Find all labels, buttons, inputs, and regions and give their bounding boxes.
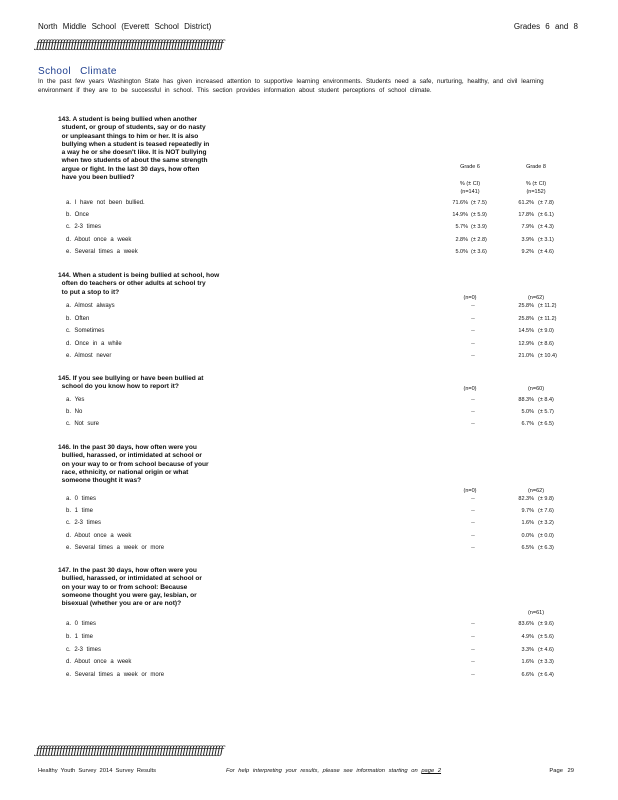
answer-option-label: e. Several times a week or more bbox=[66, 672, 165, 679]
grade6-ci: (± 3.6) bbox=[471, 248, 487, 255]
grade6-percent: -- bbox=[471, 409, 475, 415]
grade8-percent: 3.9% bbox=[521, 236, 534, 243]
grade8-ci: (± 8.6) bbox=[538, 340, 554, 347]
answer-option-label: d. About once a week bbox=[66, 532, 132, 539]
grade8-percent: 82.3% bbox=[518, 496, 534, 502]
grade8-percent: 61.2% bbox=[518, 200, 534, 206]
grade8-ci: (± 6.3) bbox=[538, 544, 554, 551]
footer-help-text: For help interpreting your results, please see information starting on page 2 bbox=[226, 768, 442, 774]
answer-option-label: b. Often bbox=[66, 315, 90, 322]
grade8-ci: (± 11.2) bbox=[538, 303, 557, 309]
grade8-ci: (± 9.0) bbox=[538, 328, 554, 335]
grade8-percent: 6.6% bbox=[521, 672, 534, 679]
grade8-ci: (± 6.4) bbox=[538, 672, 554, 679]
grade8-ci: (± 4.6) bbox=[538, 248, 554, 255]
grade6-percent: -- bbox=[471, 353, 475, 360]
answer-option-label: c. 2-3 times bbox=[66, 224, 102, 231]
grade8-ci: (± 3.1) bbox=[538, 236, 554, 243]
question-text: 143. A student is being bullied when another student, or group of students, say or do nasty or unpleasant things to him or her. It is also bullying when a student is teased repeatedly in a way he or she doesn't like. It is NOT bullying when two students of about the same strength argue or fight. In the last 30 days, how often have you been bullied? bbox=[58, 116, 210, 182]
grade8-ci: (± 6.1) bbox=[538, 212, 554, 219]
grade8-percent: 4.9% bbox=[521, 633, 534, 640]
answer-option-label: c. 2-3 times bbox=[66, 646, 102, 653]
grade8-sample-size: (n=152) bbox=[526, 189, 546, 195]
grade8-percent: 6.5% bbox=[521, 544, 534, 551]
grade6-percent: -- bbox=[471, 672, 475, 679]
answer-option-label: a. Yes bbox=[66, 397, 85, 403]
grade8-percent: 88.3% bbox=[518, 397, 534, 403]
footer-survey-title: Healthy Youth Survey 2014 Survey Results bbox=[38, 768, 157, 774]
question-145 bbox=[58, 375, 204, 392]
grade8-ci-header: % (± CI) bbox=[525, 181, 547, 187]
answer-option-label: a. I have not been bullied. bbox=[66, 200, 145, 206]
grade6-sample-size: (n=141) bbox=[460, 189, 480, 195]
grade8-percent: 3.3% bbox=[521, 646, 534, 653]
question-144 bbox=[58, 272, 219, 297]
report-header-school: North Middle School (Everett School District) bbox=[38, 22, 212, 31]
footer-divider: ƒƒƒƒƒƒƒƒƒƒƒƒƒƒƒƒƒƒƒƒƒƒƒƒƒƒƒƒƒƒƒƒƒƒƒƒƒƒƒƒƒƒƒƒƒƒƒƒƒƒƒƒƒƒƒƒƒƒƒƒƒƒƒƒƒ bbox=[36, 744, 223, 757]
grade8-percent: 25.8% bbox=[518, 315, 534, 322]
answer-option-label: c. Not sure bbox=[66, 421, 100, 427]
grade6-percent: 5.0% bbox=[455, 248, 468, 255]
grade8-ci: (± 7.6) bbox=[538, 508, 554, 515]
grade6-ci: (± 3.9) bbox=[471, 224, 487, 231]
answer-option-label: a. 0 times bbox=[66, 621, 97, 627]
grade8-percent: 7.9% bbox=[521, 224, 534, 231]
answer-option-label: c. Sometimes bbox=[66, 328, 105, 335]
answer-option-label: e. Almost never bbox=[66, 353, 112, 360]
grade6-percent: 5.7% bbox=[455, 224, 468, 231]
answer-option-label: b. 1 time bbox=[66, 508, 94, 515]
grade6-percent: -- bbox=[471, 397, 475, 403]
grade8-percent: 5.0% bbox=[521, 409, 534, 415]
grade8-percent: 17.8% bbox=[518, 212, 534, 219]
question-146 bbox=[58, 444, 209, 485]
grade8-ci: (± 8.4) bbox=[538, 397, 554, 403]
grade6-sample-size: (n=0) bbox=[463, 488, 477, 494]
question-text: 145. If you see bullying or have been bullied at school do you know how to report it? bbox=[58, 375, 204, 391]
grade6-ci: (± 7.5) bbox=[471, 200, 487, 206]
answer-option-label: b. No bbox=[66, 409, 83, 415]
grade8-percent: 1.6% bbox=[521, 520, 534, 527]
answer-option-label: b. 1 time bbox=[66, 633, 94, 640]
grade6-ci: (± 2.8) bbox=[471, 236, 487, 243]
grade6-percent: -- bbox=[471, 421, 475, 427]
grade6-ci: (± 5.9) bbox=[471, 212, 487, 219]
section-intro: In the past few years Washington State has given increased attention to supportive learning environments. Students need a safe, nurturing, healthy, and civil learning environment if they are to be successful in school. This section provides information about student perceptions of school climate. bbox=[38, 78, 544, 94]
grade6-percent: -- bbox=[471, 315, 475, 322]
answer-option-label: d. About once a week bbox=[66, 659, 132, 666]
grade8-percent: 1.6% bbox=[521, 659, 534, 666]
grade8-percent: 9.7% bbox=[521, 508, 534, 515]
grade8-ci: (± 9.6) bbox=[538, 621, 554, 627]
grade6-percent: -- bbox=[471, 340, 475, 347]
header-divider: ƒƒƒƒƒƒƒƒƒƒƒƒƒƒƒƒƒƒƒƒƒƒƒƒƒƒƒƒƒƒƒƒƒƒƒƒƒƒƒƒƒƒƒƒƒƒƒƒƒƒƒƒƒƒƒƒƒƒƒƒƒƒƒƒƒ bbox=[36, 38, 223, 51]
grade8-column-header: Grade 8 bbox=[526, 164, 546, 170]
answer-option-label: e. Several times a week bbox=[66, 248, 138, 255]
grade8-sample-size: (n=61) bbox=[527, 610, 545, 616]
answer-option-label: d. Once in a while bbox=[66, 340, 122, 347]
grade8-ci: (± 5.6) bbox=[538, 633, 554, 640]
grade8-ci: (± 4.3) bbox=[538, 224, 554, 231]
question-147 bbox=[58, 567, 202, 608]
answer-option-label: d. About once a week bbox=[66, 236, 132, 243]
grade6-percent: -- bbox=[471, 532, 475, 539]
grade6-percent: 71.6% bbox=[452, 200, 468, 206]
answer-option-label: a. 0 times bbox=[66, 496, 97, 502]
grade6-percent: 14.9% bbox=[452, 212, 468, 219]
grade6-percent: -- bbox=[471, 659, 475, 666]
grade6-ci-header: % (± CI) bbox=[459, 181, 481, 187]
grade8-ci: (± 10.4) bbox=[538, 353, 557, 360]
grade8-percent: 83.6% bbox=[518, 621, 534, 627]
question-143 bbox=[58, 116, 209, 182]
grade6-sample-size: (n=0) bbox=[463, 295, 477, 301]
question-text: 146. In the past 30 days, how often were you bullied, harassed, or intimidated at school or on your way to or from school because of your race, ethnicity, or national origin or what someone thought it was? bbox=[58, 444, 209, 485]
page-number: Page 29 bbox=[549, 768, 574, 774]
question-text: 144. When a student is being bullied at school, how often do teachers or other adults at school try to put a stop to it? bbox=[58, 272, 220, 296]
grade8-ci: (± 6.5) bbox=[538, 421, 554, 427]
grade8-sample-size: (n=60) bbox=[527, 386, 545, 392]
answer-option-label: e. Several times a week or more bbox=[66, 544, 165, 551]
grade8-ci: (± 5.7) bbox=[538, 409, 554, 415]
grade6-percent: -- bbox=[471, 303, 475, 309]
grade8-percent: 21.0% bbox=[518, 353, 534, 360]
grade6-percent: -- bbox=[471, 520, 475, 527]
grade8-ci: (± 4.6) bbox=[538, 646, 554, 653]
grade8-percent: 25.8% bbox=[518, 303, 534, 309]
grade8-percent: 6.7% bbox=[521, 421, 534, 427]
grade8-percent: 12.9% bbox=[518, 340, 534, 347]
grade8-sample-size: (n=62) bbox=[527, 295, 545, 301]
grade8-percent: 0.0% bbox=[521, 532, 534, 539]
grade8-ci: (± 11.2) bbox=[538, 315, 557, 322]
grade6-percent: -- bbox=[471, 544, 475, 551]
grade8-ci: (± 9.8) bbox=[538, 496, 554, 502]
grade8-percent: 14.5% bbox=[518, 328, 534, 335]
grade8-ci: (± 7.8) bbox=[538, 200, 554, 206]
grade6-percent: 2.8% bbox=[455, 236, 468, 243]
grade6-percent: -- bbox=[471, 496, 475, 502]
question-text: 147. In the past 30 days, how often were you bullied, harassed, or intimidated at school or on your way to or from school: Because someone thought you were gay, lesbian, or bisexual (whether you are or are not)? bbox=[58, 567, 202, 608]
grade6-column-header: Grade 6 bbox=[460, 164, 480, 170]
grade6-percent: -- bbox=[471, 633, 475, 640]
grade6-percent: -- bbox=[471, 621, 475, 627]
answer-option-label: c. 2-3 times bbox=[66, 520, 102, 527]
grade6-sample-size: (n=0) bbox=[463, 386, 477, 392]
grade8-ci: (± 3.3) bbox=[538, 659, 554, 666]
answer-option-label: b. Once bbox=[66, 212, 90, 219]
section-title: School Climate bbox=[38, 66, 117, 77]
grade8-ci: (± 3.2) bbox=[538, 520, 554, 527]
grade6-percent: -- bbox=[471, 646, 475, 653]
grade6-percent: -- bbox=[471, 328, 475, 335]
grade8-sample-size: (n=62) bbox=[527, 488, 545, 494]
grade6-percent: -- bbox=[471, 508, 475, 515]
grade8-percent: 9.2% bbox=[521, 248, 534, 255]
grade8-ci: (± 0.0) bbox=[538, 532, 554, 539]
report-header-grades: Grades 6 and 8 bbox=[513, 22, 578, 31]
page-2-link[interactable]: page 2 bbox=[421, 768, 442, 774]
answer-option-label: a. Almost always bbox=[66, 303, 115, 309]
